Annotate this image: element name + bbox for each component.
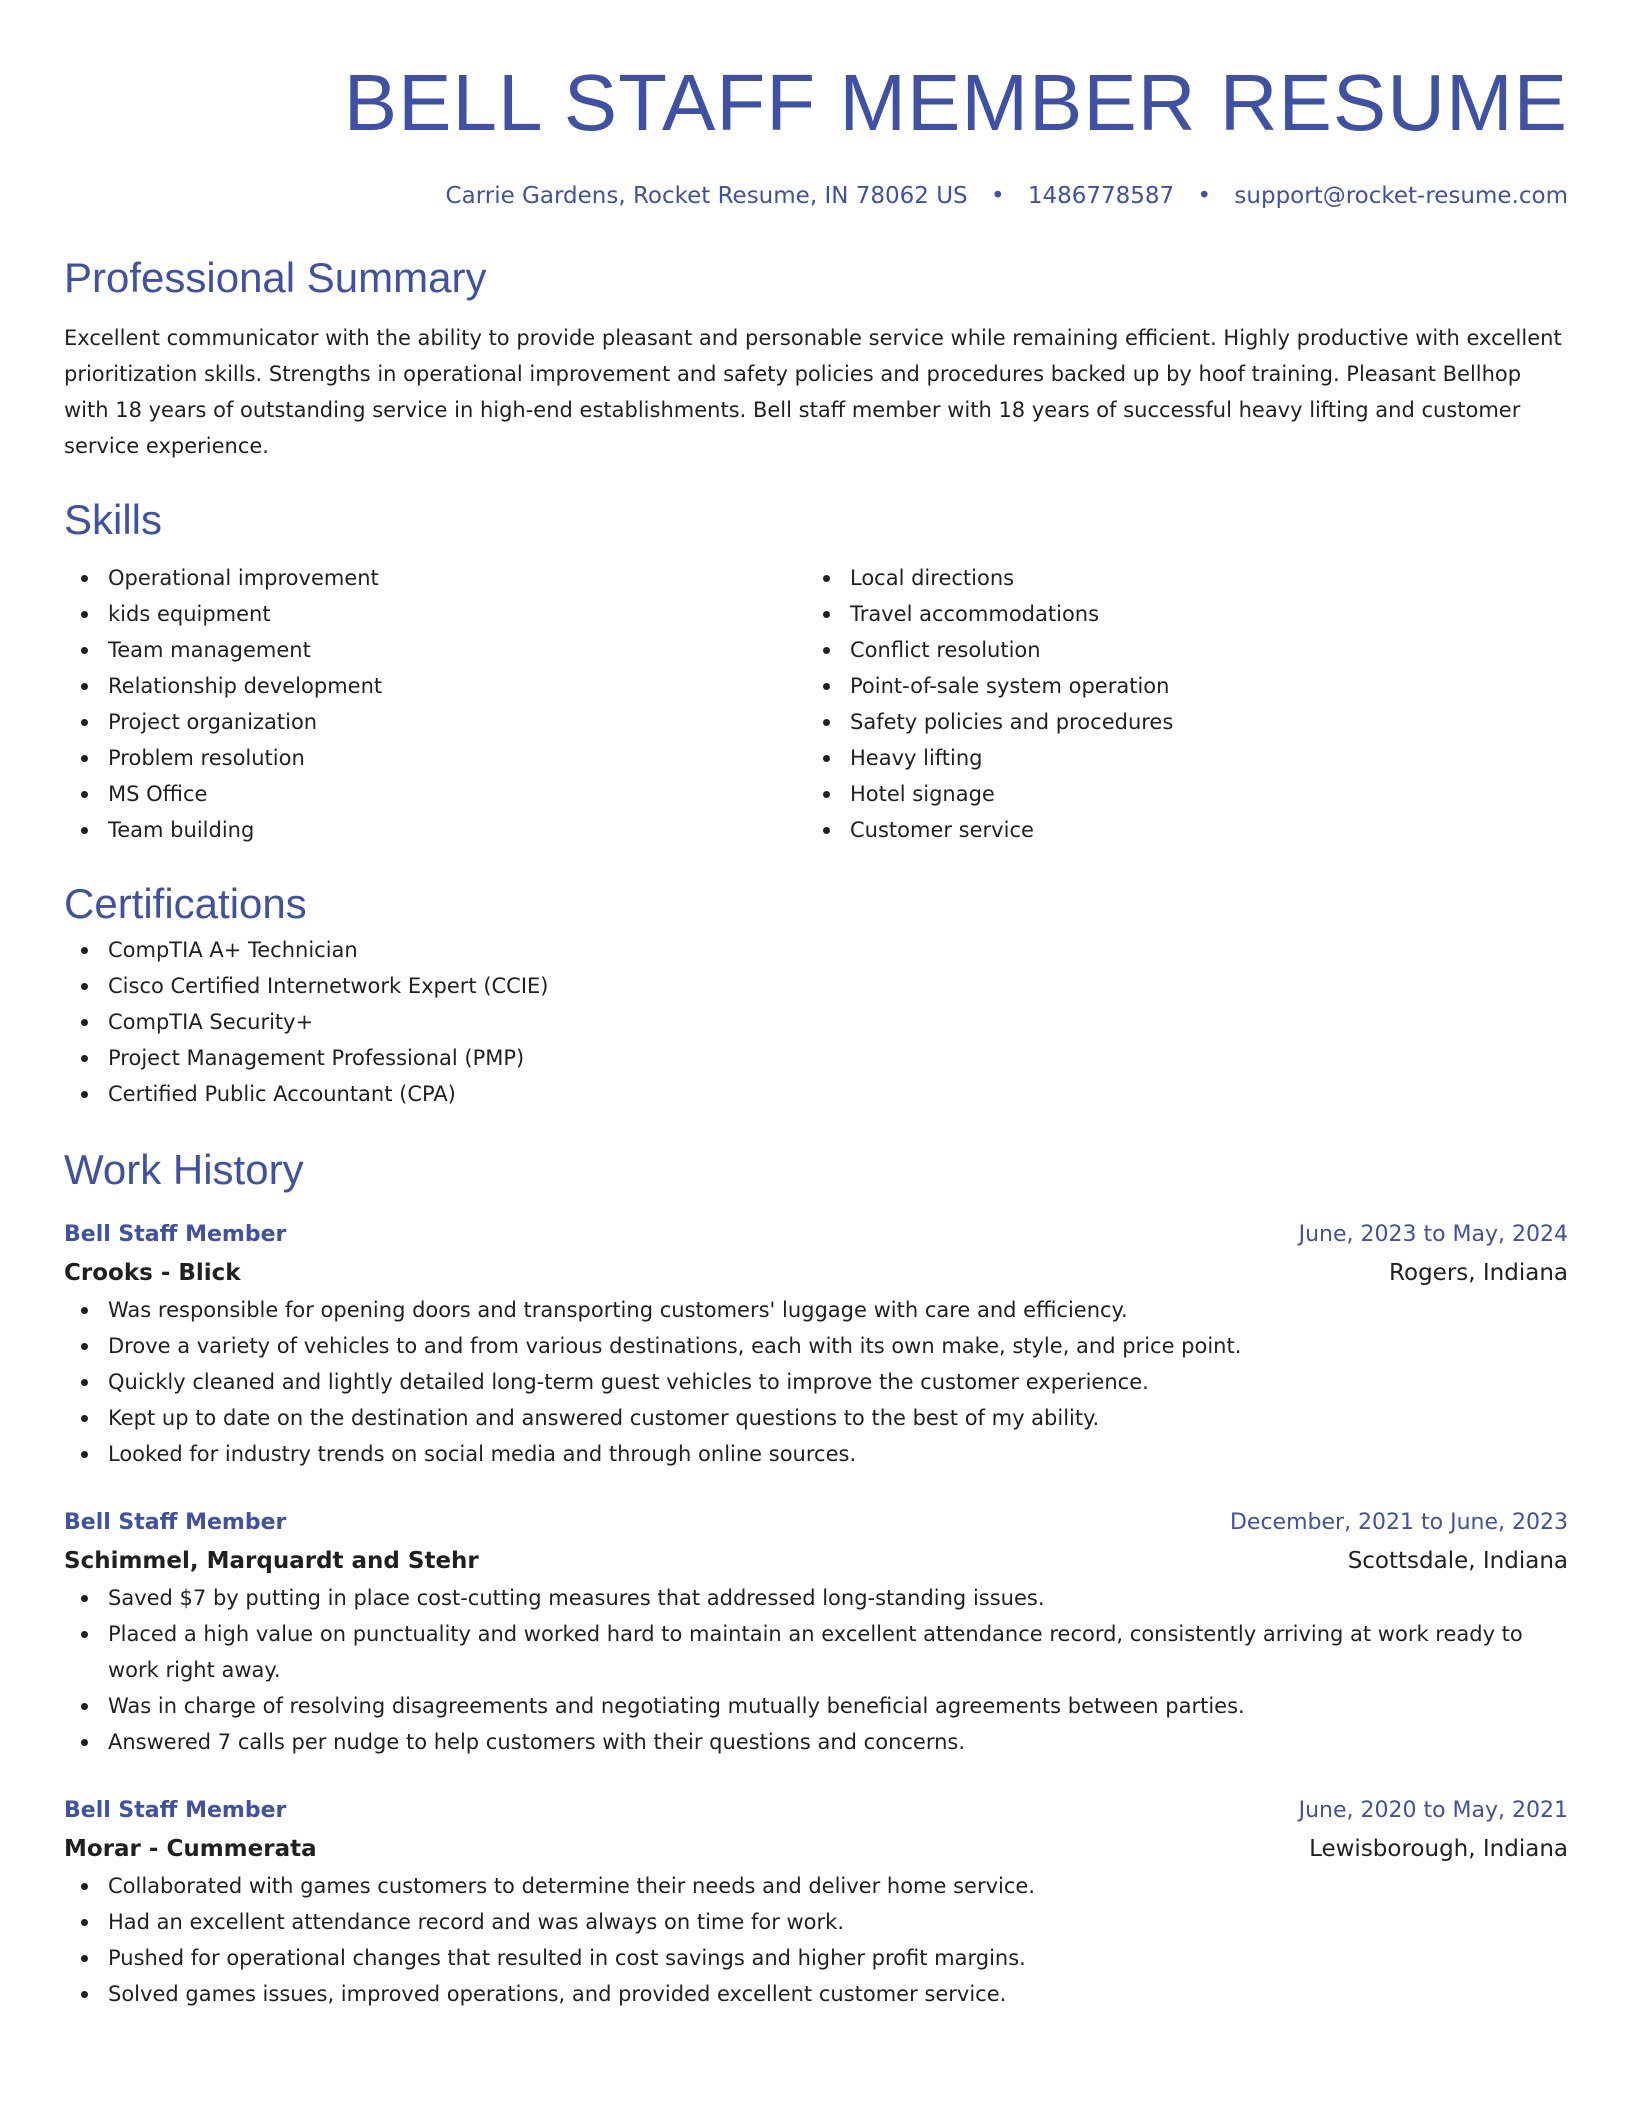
contact-phone: 1486778587 bbox=[1027, 183, 1175, 209]
resume-page bbox=[64, 0, 1568, 2012]
job-bullet: Pushed for operational changes that resulted in cost savings and higher profit margins. bbox=[64, 1940, 1568, 1976]
skill-item: Safety policies and procedures bbox=[806, 704, 1548, 740]
job-location: Lewisborough, Indiana bbox=[1309, 1836, 1568, 1862]
contact-separator: • bbox=[1197, 183, 1212, 209]
skill-item: Team building bbox=[64, 812, 806, 848]
skills-list-left bbox=[64, 560, 806, 848]
job-entry bbox=[64, 1504, 1568, 1760]
contact-email: support@rocket-resume.com bbox=[1234, 183, 1568, 209]
skills-list-right bbox=[806, 560, 1548, 848]
certification-item: Project Management Professional (PMP) bbox=[64, 1040, 1568, 1076]
job-company: Crooks - Blick bbox=[64, 1260, 241, 1286]
work-history-list bbox=[64, 1216, 1568, 2012]
job-title: Bell Staff Member bbox=[64, 1798, 287, 1823]
skill-item: Team management bbox=[64, 632, 806, 668]
certifications-heading: Certifications bbox=[64, 880, 307, 927]
job-responsibilities bbox=[64, 1868, 1568, 2012]
job-entry bbox=[64, 1216, 1568, 1472]
skill-item: Hotel signage bbox=[806, 776, 1548, 812]
job-bullet: Answered 7 calls per nudge to help customers with their questions and concerns. bbox=[64, 1724, 1568, 1760]
job-dates: June, 2020 to May, 2021 bbox=[1298, 1798, 1568, 1823]
skill-item: Point-of-sale system operation bbox=[806, 668, 1548, 704]
certification-item: Certified Public Accountant (CPA) bbox=[64, 1076, 1568, 1112]
job-bullet: Drove a variety of vehicles to and from various destinations, each with its own make, style, and price point. bbox=[64, 1328, 1568, 1364]
certifications-list bbox=[64, 932, 1568, 1112]
work-history-heading: Work History bbox=[64, 1146, 304, 1193]
summary-heading: Professional Summary bbox=[64, 254, 487, 301]
job-bullet: Placed a high value on punctuality and worked hard to maintain an excellent attendance record, consistently arriving at work ready to work right away. bbox=[64, 1616, 1568, 1688]
skill-item: Travel accommodations bbox=[806, 596, 1548, 632]
job-bullet: Quickly cleaned and lightly detailed long-term guest vehicles to improve the customer experience. bbox=[64, 1364, 1568, 1400]
skill-item: kids equipment bbox=[64, 596, 806, 632]
job-bullet: Was responsible for opening doors and transporting customers' luggage with care and efficiency. bbox=[64, 1292, 1568, 1328]
resume-title: BELL STAFF MEMBER RESUME bbox=[343, 58, 1568, 147]
job-company: Morar - Cummerata bbox=[64, 1836, 317, 1862]
skills-column-right bbox=[806, 560, 1548, 848]
job-company-row bbox=[64, 1830, 1568, 1868]
skill-item: Local directions bbox=[806, 560, 1548, 596]
job-company: Schimmel, Marquardt and Stehr bbox=[64, 1548, 479, 1574]
job-dates: December, 2021 to June, 2023 bbox=[1229, 1510, 1568, 1535]
skill-item: Relationship development bbox=[64, 668, 806, 704]
skill-item: Problem resolution bbox=[64, 740, 806, 776]
job-bullet: Had an excellent attendance record and was always on time for work. bbox=[64, 1904, 1568, 1940]
skill-item: Project organization bbox=[64, 704, 806, 740]
contact-separator: • bbox=[990, 183, 1005, 209]
skills-column-left bbox=[64, 560, 806, 848]
skills-heading: Skills bbox=[64, 496, 163, 543]
certification-item: Cisco Certified Internetwork Expert (CCIE) bbox=[64, 968, 1568, 1004]
job-header-row bbox=[64, 1216, 1568, 1254]
contact-line bbox=[64, 180, 1568, 212]
job-location: Rogers, Indiana bbox=[1389, 1260, 1568, 1286]
job-bullet: Looked for industry trends on social media and through online sources. bbox=[64, 1436, 1568, 1472]
job-bullet: Saved $7 by putting in place cost-cutting measures that addressed long-standing issues. bbox=[64, 1580, 1568, 1616]
skills-columns bbox=[64, 560, 1568, 848]
job-bullet: Kept up to date on the destination and answered customer questions to the best of my ability. bbox=[64, 1400, 1568, 1436]
job-bullet: Was in charge of resolving disagreements and negotiating mutually beneficial agreements between parties. bbox=[64, 1688, 1568, 1724]
job-company-row bbox=[64, 1542, 1568, 1580]
certification-item: CompTIA Security+ bbox=[64, 1004, 1568, 1040]
job-header-row bbox=[64, 1504, 1568, 1542]
skill-item: MS Office bbox=[64, 776, 806, 812]
skill-item: Heavy lifting bbox=[806, 740, 1548, 776]
job-header-row bbox=[64, 1792, 1568, 1830]
job-responsibilities bbox=[64, 1580, 1568, 1760]
job-bullet: Collaborated with games customers to determine their needs and deliver home service. bbox=[64, 1868, 1568, 1904]
skill-item: Customer service bbox=[806, 812, 1548, 848]
skill-item: Operational improvement bbox=[64, 560, 806, 596]
contact-address: Carrie Gardens, Rocket Resume, IN 78062 US bbox=[445, 183, 968, 209]
summary-text: Excellent communicator with the ability to provide pleasant and personable service while remaining efficient. Highly productive with excellent prioritization skills. Strengths in operational improvement and safety policies and procedures backed up by hoof training. Pleasant Bellhop with 18 years of outstanding service in high-end establishments. Bell staff member with 18 years of successful heavy lifting and customer service experience. bbox=[64, 326, 1562, 458]
job-dates: June, 2023 to May, 2024 bbox=[1298, 1222, 1568, 1247]
job-company-row bbox=[64, 1254, 1568, 1292]
job-responsibilities bbox=[64, 1292, 1568, 1472]
job-bullet: Solved games issues, improved operations, and provided excellent customer service. bbox=[64, 1976, 1568, 2012]
job-title: Bell Staff Member bbox=[64, 1510, 287, 1535]
job-location: Scottsdale, Indiana bbox=[1347, 1548, 1568, 1574]
job-entry bbox=[64, 1792, 1568, 2012]
job-title: Bell Staff Member bbox=[64, 1222, 287, 1247]
certification-item: CompTIA A+ Technician bbox=[64, 932, 1568, 968]
skill-item: Conflict resolution bbox=[806, 632, 1548, 668]
